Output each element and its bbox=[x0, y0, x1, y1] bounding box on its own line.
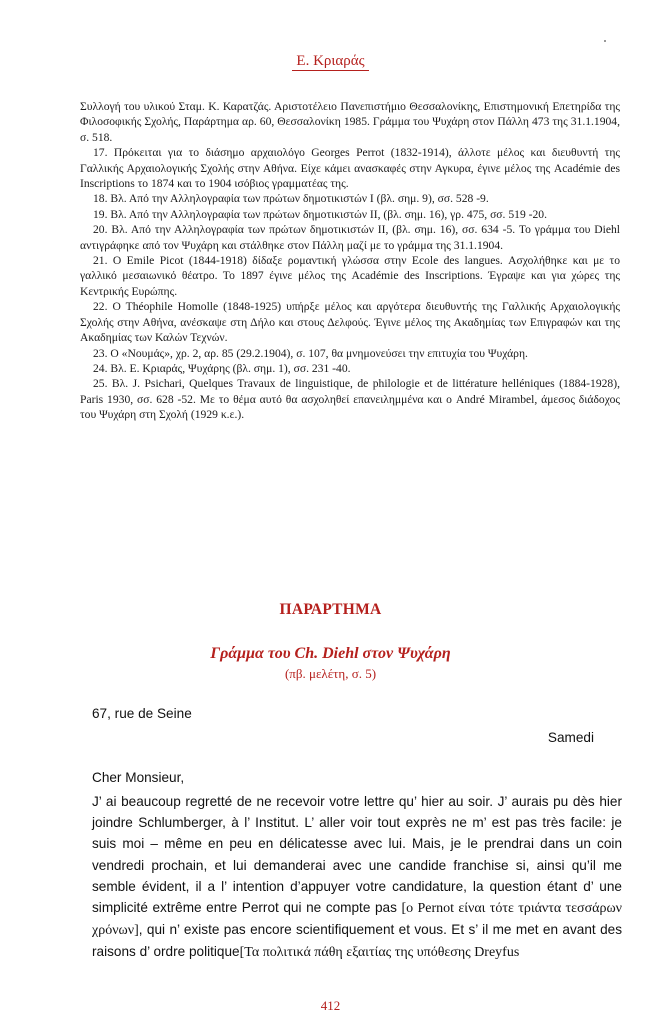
footnote-19: 19. Βλ. Από την Αλληλογραφία των πρώτων δημοτικιστών II, (βλ. σημ. 16), γρ. 475, σσ. 519 -20. bbox=[93, 207, 548, 221]
running-header bbox=[0, 53, 661, 70]
footnote-20: 20. Βλ. Από την Αλληλογραφία των πρώτων δημοτικιστών II, (βλ. σημ. 16), σσ. 634 -5. Το γράμμα του Diehl αντιγράφηκε από τον Ψυχάρη και στάλθηκε στον Πάλλη μαζί με το γράμμα της 31.1.1904. bbox=[80, 223, 620, 252]
footnotes-block bbox=[80, 99, 620, 423]
letter-body-greek-note: [ο Pernot είναι τότε τριάντα τεσσάρων χρόνων] bbox=[92, 901, 622, 939]
letter-address: 67, rue de Seine bbox=[92, 706, 192, 721]
page-number: 412 bbox=[320, 998, 341, 1013]
footnote-25: 25. Βλ. J. Psichari, Quelques Travaux de linguistique, de philologie et de littérature helléniques (1884-1928), Paris 1930, σσ. 628 -52. Με το θέμα αυτό θα ασχοληθεί επανειλημμένα και ο André Mirambel, άμεσος διάδοχος του Ψυχάρη στη Σχολή (1929 κ.ε.). bbox=[80, 377, 620, 422]
letter-greeting: Cher Monsieur, bbox=[92, 770, 185, 785]
footnote-18: 18. Βλ. Από την Αλληλογραφία των πρώτων δημοτικιστών I (βλ. σημ. 9), σσ. 528 -9. bbox=[93, 192, 489, 206]
letter-title: Γράμμα του Ch. Diehl στον Ψυχάρη bbox=[210, 645, 451, 662]
footnote-lead: Συλλογή του υλικού Σταμ. Κ. Καρατζάς. Αριστοτέλειο Πανεπιστήμιο Θεσσαλονίκης, Επιστημονική Επετηρίδα της Φιλοσοφικής Σχολής, Παράρτημα αρ. 60, Θεσσαλονίκη 1985. Γράμμα του Ψυχάρη στον Πάλλη 473 της 31.1.1904, σ. 518. bbox=[80, 100, 620, 144]
scan-speck bbox=[604, 40, 606, 42]
footnote-17: 17. Πρόκειται για το διάσημο αρχαιολόγο Georges Perrot (1832-1914), άλλοτε μέλος και διευθυντή της Γαλλικής Αρχαιολογικής Σχολής στην Αθήνα. Είχε κάμει ανασκαφές στην Αγκυρα, έγινε μέλος της Académie des Inscriptions το 1874 και το 1904 ισόβιος γραμματέας της. bbox=[80, 146, 620, 191]
footnote-23: 23. Ο «Νουμάς», χρ. 2, αρ. 85 (29.2.1904), σ. 107, θα μνημονεύσει την επιτυχία του Ψυχάρη. bbox=[93, 346, 528, 360]
letter-body bbox=[92, 791, 622, 964]
letter-body-greek-note-2: [Τα πολιτικά πάθη εξαιτίας της υπόθεσης Dreyfus bbox=[239, 945, 520, 961]
letter-body-french: J’ ai beaucoup regretté de ne recevoir votre lettre qu’ hier au soir. J’ aurais pu dès hier joindre Schlumberger, à l’ Institut. L’ aller voir tout exprès ne m’ est pas très facile: je suis moi – même en peu en délicatesse avec lui. Mais, je le prendrai dans un coin vendredi prochain, et lui demanderai avec une candide franchise si, ainsi qu’il me semble évident, il a l’ intention d’appuyer votre candidature, la question étant d’ une simplicité extrême entre Perrot qui ne compte pas bbox=[92, 794, 622, 916]
running-title: Ε. Κριαράς bbox=[292, 53, 368, 71]
footnote-21: 21. O Emile Picot (1844-1918) δίδαξε ρομαντική γλώσσα στην Ecole des langues. Ασχολήθηκε και με το γαλλικό μεσαιωνικό θέατρο. Το 1897 έγινε μέλος της Académie des Inscriptions. Έγραψε και για χώρες της Κεντρικής Ευρώπης. bbox=[80, 254, 620, 298]
letter-day: Samedi bbox=[547, 730, 594, 745]
letter-body-french-2: , qui n’ existe pas encore scientifiquement et vous. Et s’ il me met en avant des raisons d’ ordre politique bbox=[92, 922, 622, 960]
appendix-heading: ΠΑΡΑΡΤΗΜΑ bbox=[279, 601, 382, 618]
footnote-22: 22. O Théophile Homolle (1848-1925) υπήρξε μέλος και αργότερα διευθυντής της Γαλλικής Αρχαιολογικής Σχολής στην Αθήνα, ανέσκαψε στη Δήλο και στους Δελφούς. Έγινε μέλος της Ακαδημίας των Επιγραφών και της Ακαδημίας των Καλών Τεχνών. bbox=[80, 300, 620, 345]
letter-reference: (πβ. μελέτη, σ. 5) bbox=[284, 666, 377, 681]
footnote-24: 24. Βλ. Ε. Κριαράς, Ψυχάρης (βλ. σημ. 1), σσ. 231 -40. bbox=[93, 361, 351, 375]
